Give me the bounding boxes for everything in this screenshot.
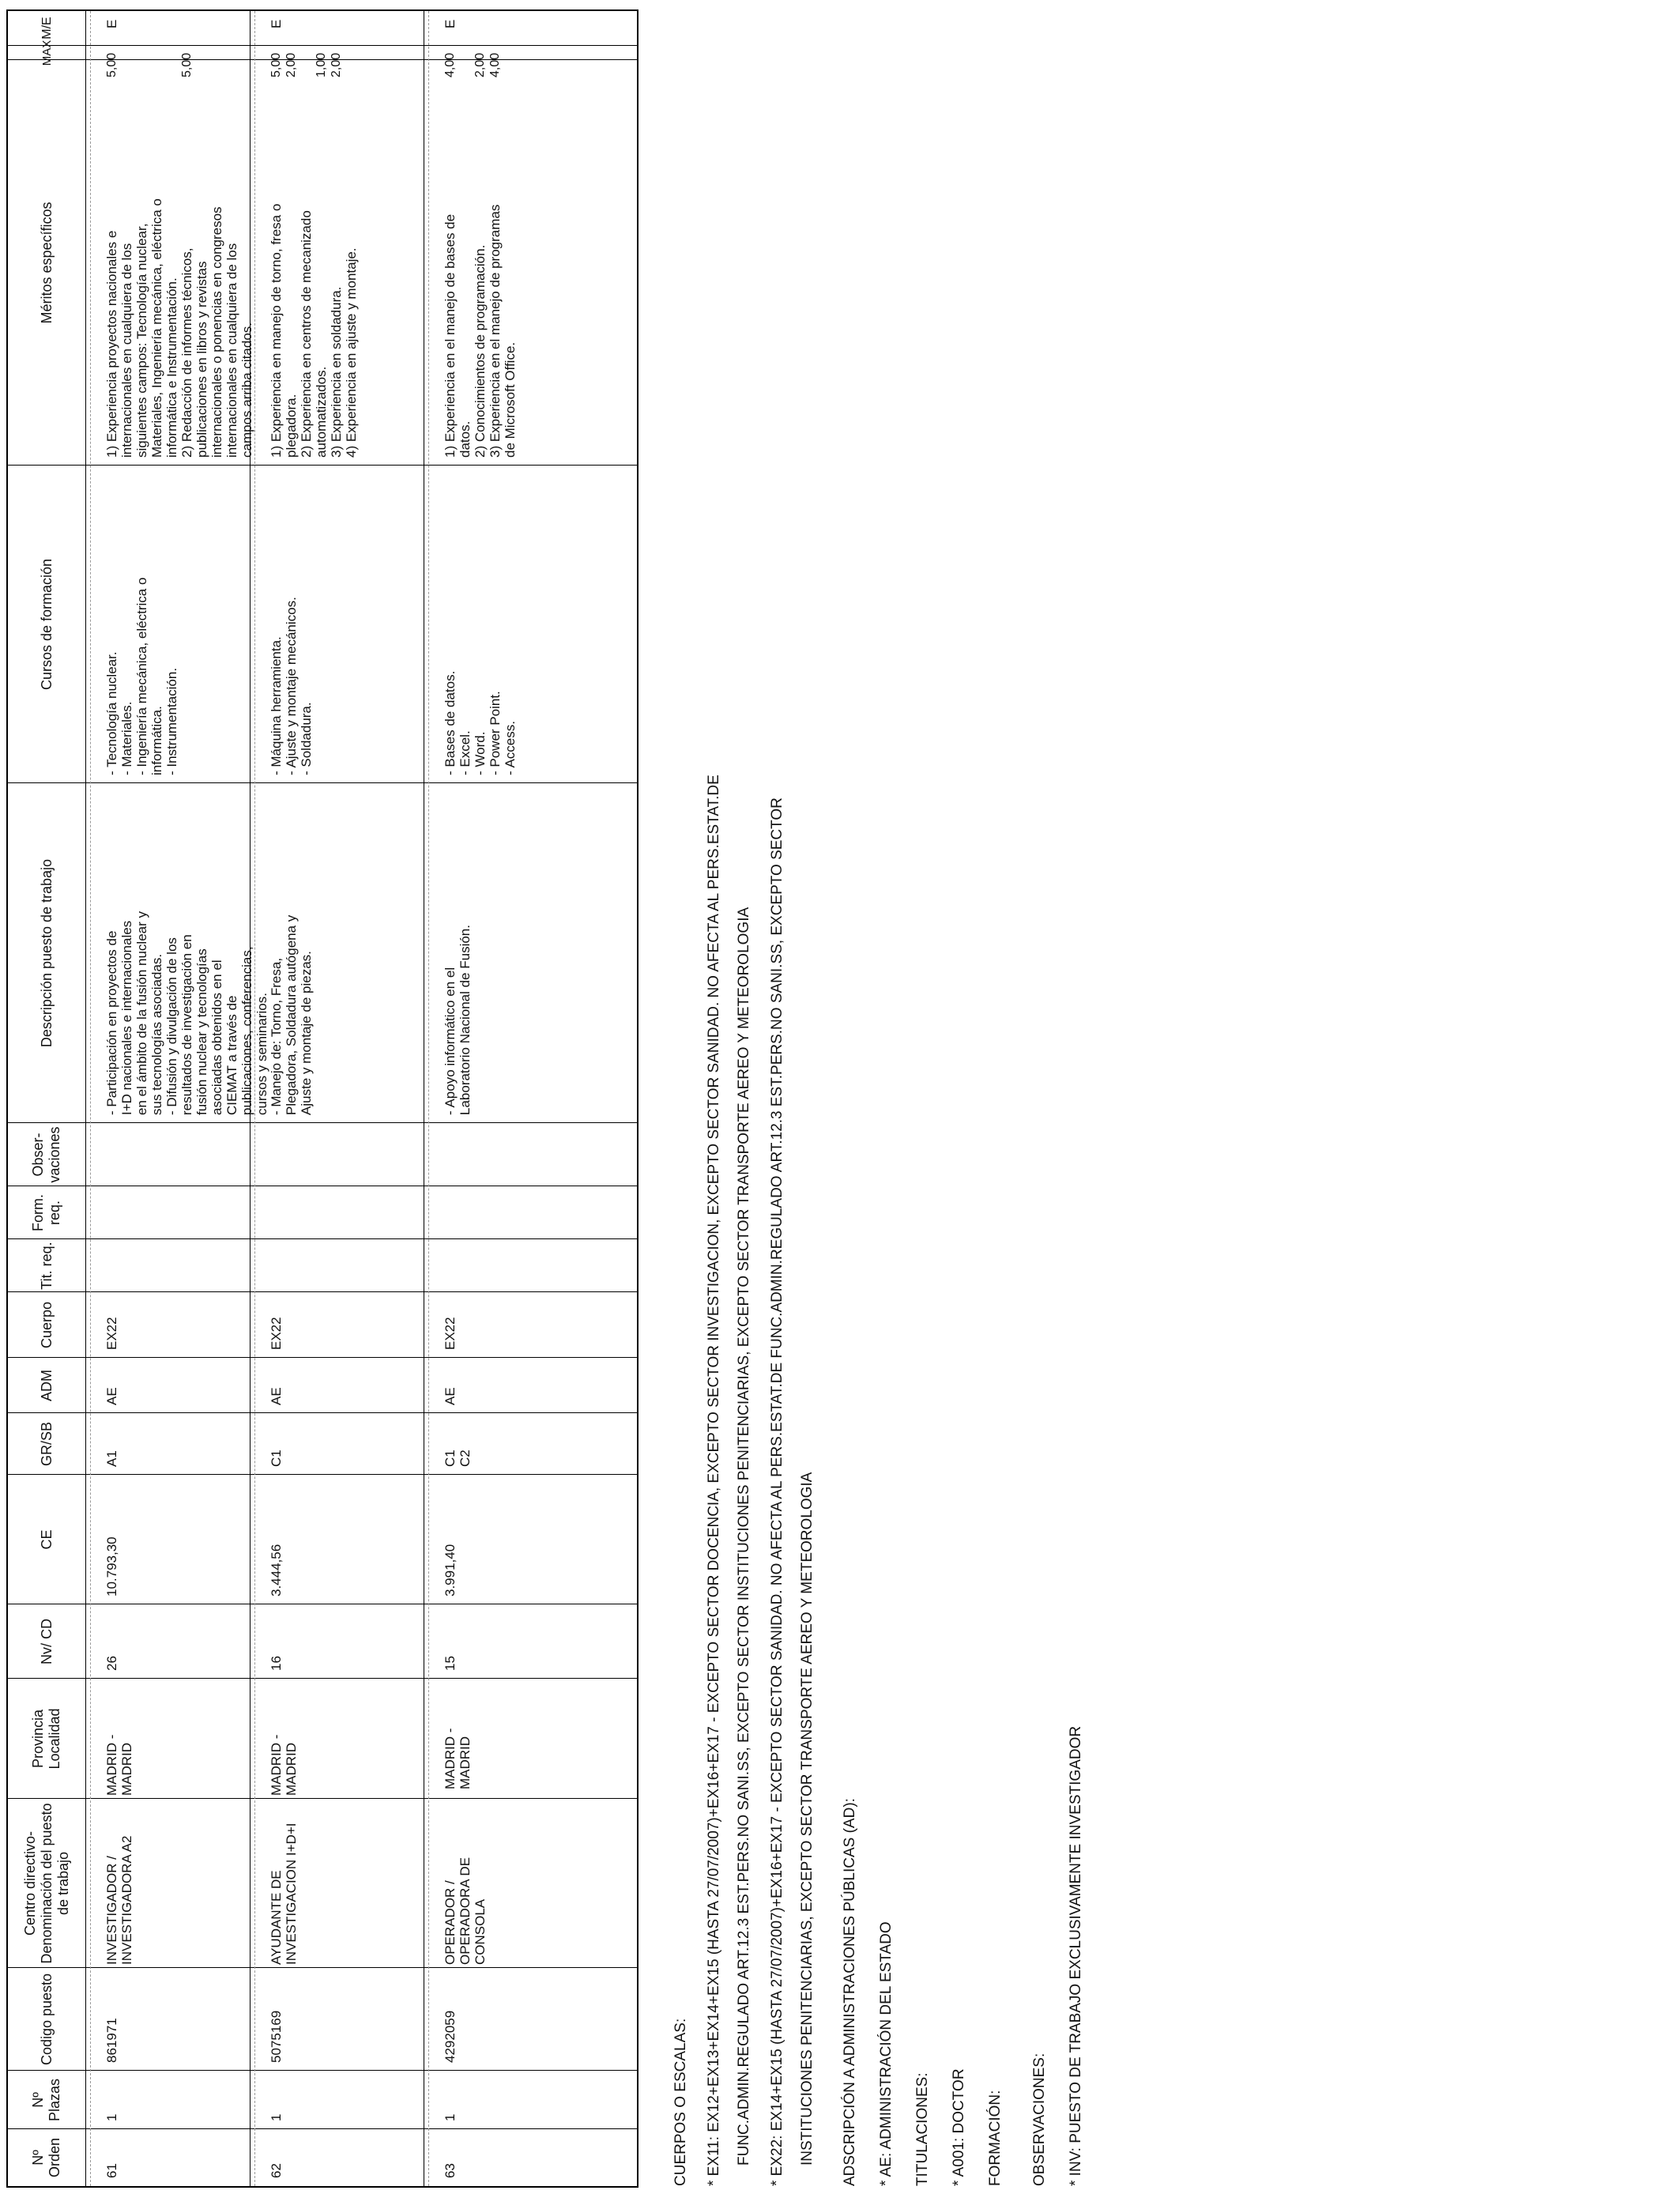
header-codigo: Codigo puesto [38, 1973, 55, 2066]
cell-descripcion: - Manejo de: Torno, Fresa, Plegadora, Soldadura autógena y Ajuste y montaje de piezas. [269, 914, 314, 1115]
header-plazas: Nº Plazas [30, 2078, 62, 2122]
cell-me: E [269, 19, 284, 28]
cell-descripcion: - Apoyo informático en el Laboratorio Nacional de Fusión. [443, 925, 473, 1115]
cell-form [428, 1186, 638, 1239]
cell-max: 5,00 2,00 1,00 2,00 [269, 52, 343, 77]
cell-adm: AE [104, 1387, 119, 1405]
cell-codigo: 861971 [104, 2018, 119, 2063]
cell-nivel: 15 [443, 1656, 458, 1671]
cell-tit [90, 1239, 250, 1292]
cell-provincia: MADRID - MADRID [443, 1728, 473, 1789]
cell-nivel: 16 [269, 1656, 284, 1671]
header-orden: Nº Orden [30, 2137, 62, 2178]
header-tit: Tit. req. [38, 1242, 55, 1290]
cell-cursos: - Bases de datos. - Excel. - Word. - Power Point. - Access. [443, 670, 518, 775]
ex22-line2: INSTITUCIONES PENITENCIARIAS, EXCEPTO SECTOR TRANSPORTE AEREO Y METEOROLOGIA [799, 1472, 816, 2166]
cell-cursos: - Máquina herramienta. - Ajuste y montaje mecánicos. - Soldadura. [269, 597, 314, 775]
header-me: M/E [40, 17, 54, 40]
cell-cuerpo: EX22 [443, 1317, 458, 1350]
cell-descripcion: - Participación en proyectos de I+D nacionales e internacionales en el ámbito de la fusión nuclear y sus tecnologías asociadas. - Difusión y divulgación de los resultados de investigación en fusión nuclear y tecnologías asociadas obtenidos en el CIEMAT a través de publicaciones, conferencias, cursos y seminarios. [104, 911, 269, 1115]
header-max: MAX [40, 40, 54, 66]
cell-codigo: 5075169 [269, 2010, 284, 2063]
cell-grupo: C1 C2 [443, 1449, 473, 1467]
header-centro: Centro directivo- Denominación del puesto de trabajo [21, 1803, 71, 1964]
header-obs: Obser- vaciones [30, 1126, 62, 1183]
job-positions-table [6, 9, 638, 2188]
cell-centro: INVESTIGADOR / INVESTIGADORA A2 [104, 1835, 134, 1965]
cell-provincia: MADRID - MADRID [269, 1734, 299, 1796]
cell-meritos: 1) Experiencia proyectos nacionales e internacionales en cualquiera de los siguientes campos: Tecnología nuclear, Materiales, Ingeniería mecánica, eléctrica o informática e Instrumentación. 2) Redacción de informes técnicos, publicaciones en libros y revistas internacionales o ponencias en congresos internacionales en cualquiera de los campos arriba citados. [104, 198, 254, 458]
header-nivel: Nv/ CD [38, 1619, 55, 1664]
cell-me: E [443, 19, 458, 28]
cell-plazas: 1 [269, 2113, 284, 2121]
cell-nivel: 26 [104, 1656, 119, 1671]
ex11-line1: * EX11: EX12+EX13+EX14+EX15 (HASTA 27/07/2007)+EX16+EX17 - EXCEPTO SECTOR DOCENCIA, EXCEPTO SECTOR INVESTIGACION, EXCEPTO SECTOR SANIDAD. NO AFECTA AL PERS.ESTAT.DE [706, 775, 722, 2186]
cell-ce: 3.991,40 [443, 1544, 458, 1596]
observaciones-title: OBSERVACIONES: [1031, 2053, 1048, 2186]
cell-form [254, 1186, 424, 1239]
header-meritos: Méritos específicos [38, 202, 55, 324]
header-descripcion: Descripción puesto de trabajo [38, 858, 55, 1048]
cell-codigo: 4292059 [443, 2010, 458, 2063]
header-provincia: Provincia Localidad [30, 1708, 62, 1770]
cuerpos-title: CUERPOS O ESCALAS: [672, 2018, 689, 2186]
ae-note: * AE: ADMINISTRACIÓN DEL ESTADO [878, 1921, 895, 2186]
header-grupo: GR/SB [38, 1422, 55, 1467]
cell-cuerpo: EX22 [104, 1317, 119, 1350]
cell-form [90, 1186, 250, 1239]
cell-plazas: 1 [104, 2113, 119, 2121]
formacion-title: FORMACIÓN: [987, 2090, 1004, 2186]
cell-obs [254, 1123, 424, 1186]
cell-obs [90, 1123, 250, 1186]
cell-max: 4,00 2,00 4,00 [443, 52, 502, 77]
adscripcion-title: ADSCRIPCIÓN A ADMINISTRACIONES PÚBLICAS (AD): [842, 1798, 858, 2186]
cell-centro: AYUDANTE DE INVESTIGACION I+D+I [269, 1823, 299, 1965]
cell-orden: 63 [443, 2163, 458, 2178]
cell-meritos: 1) Experiencia en manejo de torno, fresa o plegadora. 2) Experiencia en centros de mecanizado automatizados. 3) Experiencia en soldadura. 4) Experiencia en ajuste y montaje. [269, 203, 359, 458]
cell-centro: OPERADOR / OPERADORA DE CONSOLA [443, 1857, 488, 1965]
header-cuerpo: Cuerpo [38, 1301, 55, 1349]
header-cursos: Cursos de formación [38, 558, 55, 691]
legend-notes [672, 52, 1086, 2186]
cell-meritos: 1) Experiencia en el manejo de bases de datos. 2) Conocimientos de programación. 3) Experiencia en el manejo de programas de Microsoft Office. [443, 204, 518, 458]
ex11-line2: FUNC.ADMIN.REGULADO ART.12.3 EST.PERS.NO SANI.SS, EXCEPTO SECTOR INSTITUCIONES PENITENCIARIAS, EXCEPTO SECTOR TRANSPORTE AEREO Y METEOROLOGIA [736, 907, 752, 2166]
cell-orden: 61 [104, 2163, 119, 2178]
cell-cuerpo: EX22 [269, 1317, 284, 1350]
cell-grupo: C1 [269, 1449, 284, 1467]
header-ce: CE [38, 1529, 55, 1550]
cell-obs [428, 1123, 638, 1186]
a001-note: * A001: DOCTOR [951, 2068, 967, 2186]
cell-provincia: MADRID - MADRID [104, 1734, 134, 1796]
cell-orden: 62 [269, 2163, 284, 2178]
cell-adm: AE [443, 1387, 458, 1405]
titulaciones-title: TITULACIONES: [914, 2072, 931, 2186]
cell-me: E [104, 19, 119, 28]
cell-plazas: 1 [443, 2113, 458, 2121]
header-form: Form. req. [30, 1194, 62, 1231]
cell-tit [428, 1239, 638, 1292]
cell-cursos: - Tecnología nuclear. - Materiales. - Ingeniería mecánica, eléctrica o informática. - Instrumentación. [104, 577, 179, 775]
cell-ce: 3.444,56 [269, 1544, 284, 1596]
cell-adm: AE [269, 1387, 284, 1405]
cell-grupo: A1 [104, 1450, 119, 1467]
inv-note: * INV: PUESTO DE TRABAJO EXCLUSIVAMENTE INVESTIGADOR [1068, 1725, 1084, 2186]
ex22-line1: * EX22: EX14+EX15 (HASTA 27/07/2007)+EX16+EX17 - EXCEPTO SECTOR SANIDAD. NO AFECTA AL PERS.ESTAT.DE FUNC.ADMIN.REGULADO ART.12.3 EST.PERS.NO SANI.SS, EXCEPTO SECTOR [769, 797, 785, 2186]
cell-tit [254, 1239, 424, 1292]
header-adm: ADM [38, 1370, 55, 1401]
cell-max: 5,00 5,00 [105, 52, 194, 77]
cell-ce: 10.793,30 [104, 1536, 119, 1596]
